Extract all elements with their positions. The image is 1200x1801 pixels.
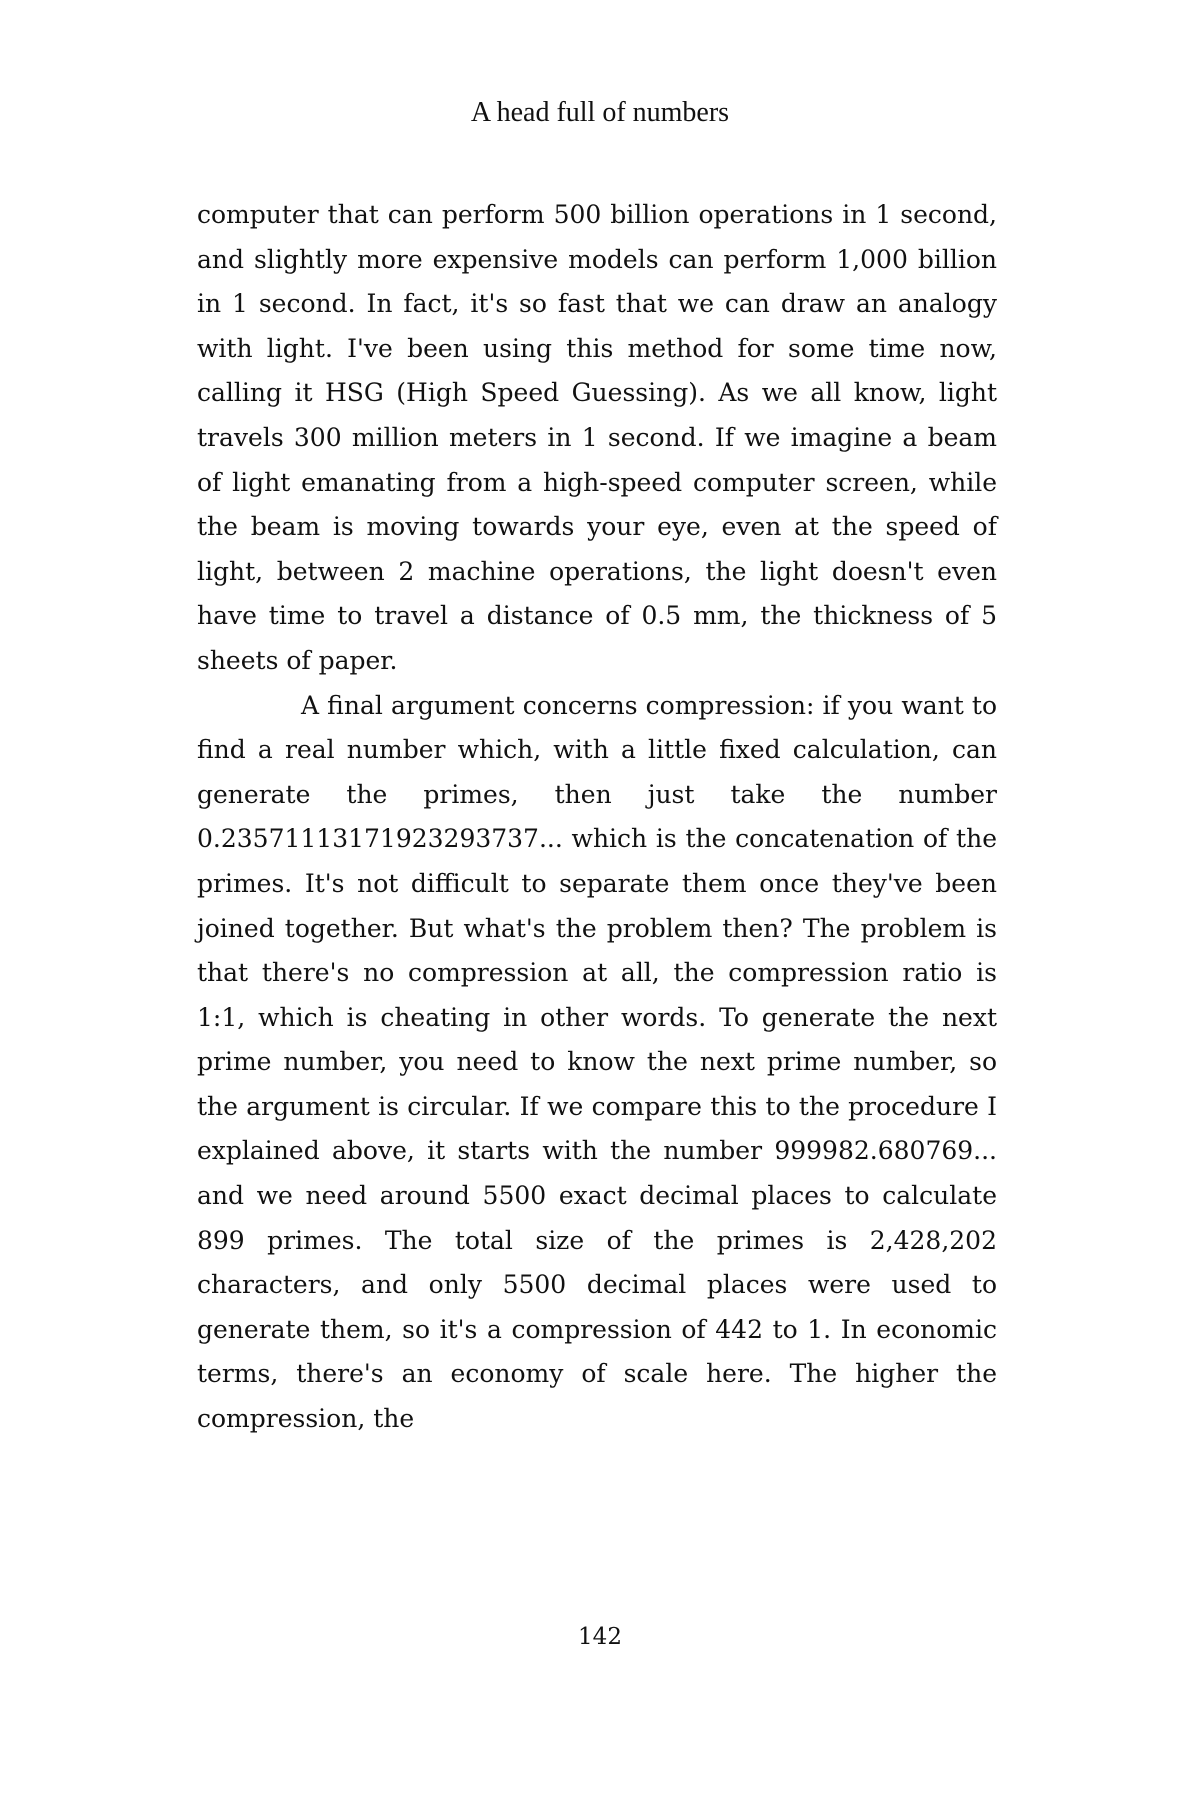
paragraph-continued: computer that can perform 500 billion operations in 1 second, and slightly more expensive models can perform 1,000 billion in 1 second. In fact, it's so fast that we can draw an analogy with light. I've been using this method for some time now, calling it HSG (High Speed Guessing). As we all know, light travels 300 million meters in 1 second. If we imagine a beam of light emanating from a high-speed computer screen, while the beam is moving towards your eye, even at the speed of light, between 2 machine operations, the light doesn't even have time to travel a distance of 0.5 mm, the thickness of 5 sheets of paper.	[197, 200, 997, 675]
body-text	[197, 193, 997, 1442]
running-header: A head full of numbers	[470, 97, 730, 128]
paragraph-compression-argument: A final argument concerns compression: if you want to find a real number which, with a little fixed calculation, can generate the primes, then just take the number 0.235711131719232937​37... which is the concatenation of the primes. It's not difficult to separate them once they've been joined together. But what's the problem then? The problem is that there's no compression at all, the compression ratio is 1:1, which is cheating in other words. To generate the next prime number, you need to know the next prime number, so the argument is circular. If we compare this to the procedure I explained above, it starts with the number 999982.680769... and we need around 5500 exact decimal places to calculate 899 primes. The total size of the primes is 2,428,202 characters, and only 5500 decimal places were used to generate them, so it's a compression of 442 to 1. In economic terms, there's an economy of scale here. The higher the compression, the	[197, 690, 997, 1434]
page-number: 142	[578, 1624, 622, 1650]
